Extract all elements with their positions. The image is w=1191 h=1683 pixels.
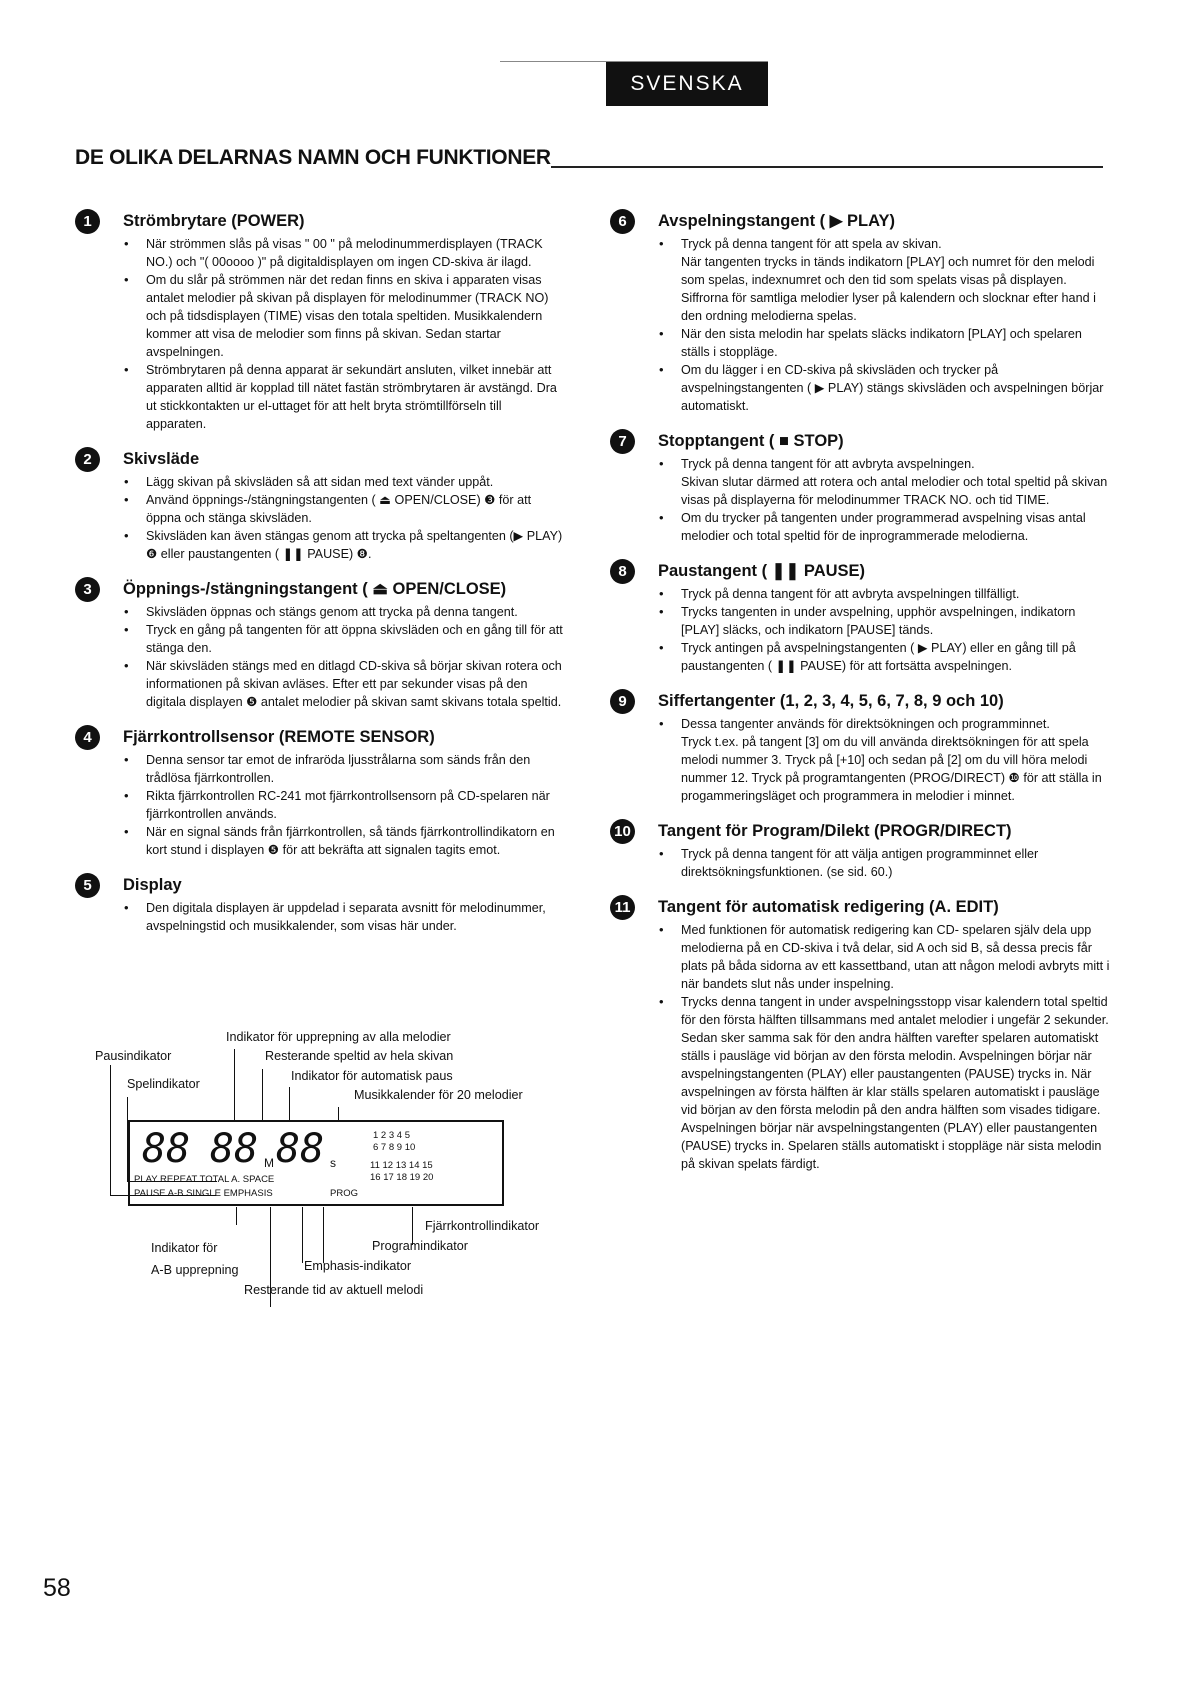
calendar-row-3: 11 12 13 14 15 xyxy=(370,1160,433,1171)
bullet-item: • Om du lägger i en CD-skiva på skivsläden och trycker på avspelningstangenten ( ▶ PLAY) stängs skivsläden och avspelningen börjar automatiskt. xyxy=(681,361,1110,415)
leader-repeat-all xyxy=(234,1049,235,1121)
bullet-item: • Tryck en gång på tangenten för att öppna skivsläden och en gång till för att stänga den. xyxy=(146,621,565,657)
bullet-item: • Strömbrytaren på denna apparat är sekundärt ansluten, vilket innebär att apparaten alltid är kopplad till nätet fastän strömbrytaren är avstängd. Dra ut stickkontakten ur el-uttaget för att helt bryta strömtillförseln till apparaten. xyxy=(146,361,565,433)
bullet-item: • Om du slår på strömmen när det redan finns en skiva i apparaten visas antalet melodier på skivan på displayen för melodinummer (TRACK NO) och på tidsdisplayen (TIME) visas den totala speltiden. Musikkalendern kommer att visa de melodier som finns på skivan. Sedan startar avspelningen. xyxy=(146,271,565,361)
section-number-badge: 2 xyxy=(75,447,100,472)
section-title: Fjärrkontrollsensor (REMOTE SENSOR) xyxy=(123,728,435,746)
left-column xyxy=(75,209,565,949)
indicator-row-1: PLAY REPEAT TOTAL A. SPACE xyxy=(134,1174,275,1185)
label-emphasis: Emphasis-indikator xyxy=(304,1259,412,1273)
bullet-item: • Trycks tangenten in under avspelning, upphör avspelningen, indikatorn [PLAY] släcks, och indikatorn [PAUSE] tänds. xyxy=(681,603,1110,639)
label-remote-indicator: Fjärrkontrollindikator xyxy=(425,1219,540,1233)
section-title: Avspelningstangent ( ▶ PLAY) xyxy=(658,212,895,230)
minute-mark: M xyxy=(264,1156,274,1170)
bullet-item: • Skivsläden kan även stängas genom att trycka på speltangenten (▶ PLAY) ❻ eller paustangenten ( ❚❚ PAUSE) ❽. xyxy=(146,527,565,563)
section-7 xyxy=(610,429,1110,545)
label-repeat-all: Indikator för upprepning av alla melodier xyxy=(226,1030,451,1044)
section-4 xyxy=(75,725,565,859)
track-digits: 88 xyxy=(142,1126,191,1172)
bullet-item: • När strömmen slås på visas " 00 " på melodinummerdisplayen (TRACK NO.) och "( 00oooo )" på digitaldisplayen om ingen CD-skiva är ilagd. xyxy=(146,235,565,271)
calendar-row-1: 1 2 3 4 5 xyxy=(373,1130,410,1141)
section-title: Stopptangent ( ■ STOP) xyxy=(658,432,844,450)
section-number-badge: 4 xyxy=(75,725,100,750)
section-number-badge: 7 xyxy=(610,429,635,454)
calendar-row-2: 6 7 8 9 10 xyxy=(373,1142,416,1153)
label-ab-1: Indikator för xyxy=(151,1241,218,1255)
page-heading: DE OLIKA DELARNAS NAMN OCH FUNKTIONER xyxy=(75,146,551,169)
page-number: 58 xyxy=(43,1574,71,1602)
section-number-badge: 8 xyxy=(610,559,635,584)
prog-indicator: PROG xyxy=(330,1188,358,1199)
section-1 xyxy=(75,209,565,433)
label-ab-2: A-B upprepning xyxy=(151,1263,239,1277)
language-tab: SVENSKA xyxy=(606,62,768,106)
bullet-item: • Denna sensor tar emot de infraröda ljusstrålarna som sänds från den trådlösa fjärrkontrollen. xyxy=(146,751,565,787)
leader-program xyxy=(323,1207,324,1263)
section-9 xyxy=(610,689,1110,805)
section-3 xyxy=(75,577,565,711)
bullet-item: • Tryck antingen på avspelningstangenten ( ▶ PLAY) eller en gång till på paustangenten ( ❚❚ PAUSE) för att fortsätta avspelningen. xyxy=(681,639,1110,675)
time-digits: 88 xyxy=(276,1126,325,1172)
section-5 xyxy=(75,873,565,935)
section-number-badge: 1 xyxy=(75,209,100,234)
label-remaining-track: Resterande tid av aktuell melodi xyxy=(244,1283,424,1297)
bullet-item: • Tryck på denna tangent för att avbryta avspelningen tillfälligt. xyxy=(681,585,1110,603)
bullet-item: • Trycks denna tangent in under avspelningsstopp visar kalendern total speltid för den första hälften tillsammans med antalet melodier i ungefär 2 sekunder. Sedan sker samma sak för den andra hälften varefter spelaren automatiskt ställs i pausläge vid början av den första melodin. Avspelningen börjar när avspelningstangenten (PLAY) eller paustangenten (PAUSE) trycks in. När avspelningen av första hälften är klar ställs spelaren automatiskt i pausläge vid början av den första melodin på den andra hälften som visades tidigare. Avspelningen börjar när avspelningstangenten (PLAY) eller paustangenten (PAUSE) trycks in. Spelaren ställs automatiskt i stoppläge när sista melodin på skivan spelats färdigt. xyxy=(681,993,1110,1173)
section-title: Strömbrytare (POWER) xyxy=(123,212,305,230)
leader-remaining-disc xyxy=(262,1069,263,1121)
section-number-badge: 6 xyxy=(610,209,635,234)
continuation-text: Tryck t.ex. på tangent [3] om du vill använda direktsökningen för att spela melodi nummer 3. Tryck på [+10] och sedan på [2] om du vill höra melodi nummer 12. Tryck på programtangenten (PROG/DIRECT) ❿ för att ställa in progammeringsläget och programmera in melodier i minnet. xyxy=(681,735,1102,803)
section-2 xyxy=(75,447,565,563)
leader-auto-pause xyxy=(289,1087,290,1121)
bullet-item: • Tryck på denna tangent för att spela av skivan. xyxy=(681,235,1110,253)
section-title: Tangent för automatisk redigering (A. EDIT) xyxy=(658,898,999,916)
label-auto-pause: Indikator för automatisk paus xyxy=(291,1069,453,1083)
continuation-text: Siffrorna för samtliga melodier lyser på kalendern och slocknar efter hand i den ordning melodierna spelas. xyxy=(681,291,1096,323)
right-column xyxy=(610,209,1110,1187)
bullet-item: • Rikta fjärrkontrollen RC-241 mot fjärrkontrollsensorn på CD-spelaren när fjärrkontrollen används. xyxy=(146,787,565,823)
section-number-badge: 10 xyxy=(610,819,635,844)
leader-emphasis xyxy=(302,1207,303,1263)
bullet-item: • När skivsläden stängs med en ditlagd CD-skiva så börjar skivan rotera och informationen på skivan avläses. Efter ett par sekunder visas på den digitala displayen ❺ antalet melodier på skivan samt skivans totala speltid. xyxy=(146,657,565,711)
second-mark: s xyxy=(330,1156,336,1170)
bullet-item: • Den digitala displayen är uppdelad i separata avsnitt för melodinummer, avspelningstid och musikkalender, som visas här under. xyxy=(146,899,565,935)
section-11 xyxy=(610,895,1110,1173)
section-6 xyxy=(610,209,1110,415)
section-10 xyxy=(610,819,1110,881)
index-digits: 88 xyxy=(210,1126,259,1172)
section-8 xyxy=(610,559,1110,675)
bullet-item: • Dessa tangenter används för direktsökningen och programminnet. xyxy=(681,715,1110,733)
bullet-item: • Med funktionen för automatisk redigering kan CD- spelaren själv dela upp melodierna på en CD-skiva i två delar, sid A och sid B, så dessa precis får plats på båda sidorna av ett kassettband, utan att någon melodi avbryts mitt i när bandets slut nås under inspelning. xyxy=(681,921,1110,993)
leader-calendar xyxy=(338,1107,339,1121)
heading-rule xyxy=(551,166,1103,168)
section-title: Display xyxy=(123,876,182,894)
bullet-item: • När en signal sänds från fjärrkontrollen, så tänds fjärrkontrollindikatorn en kort stund i displayen ❺ för att bekräfta att signalen tagits emot. xyxy=(146,823,565,859)
calendar-row-4: 16 17 18 19 20 xyxy=(370,1172,434,1183)
leader-pause xyxy=(110,1065,111,1195)
label-play-indicator: Spelindikator xyxy=(127,1077,200,1091)
label-program-indicator: Programindikator xyxy=(372,1239,468,1253)
label-calendar: Musikkalender för 20 melodier xyxy=(354,1088,523,1102)
label-pause-indicator: Pausindikator xyxy=(95,1049,172,1063)
display-diagram xyxy=(90,1025,590,1325)
bullet-item: • När den sista melodin har spelats släcks indikatorn [PLAY] och spelaren ställs i stoppläge. xyxy=(681,325,1110,361)
display-panel xyxy=(128,1120,504,1206)
continuation-text: När tangenten trycks in tänds indikatorn [PLAY] och numret för den melodi som spelas, indexnumret och den tid som spelats visas på displayen. xyxy=(681,255,1095,287)
indicator-row-2: PAUSE A-B SINGLE EMPHASIS xyxy=(134,1188,273,1199)
bullet-item: • Använd öppnings-/stängningstangenten ( ⏏ OPEN/CLOSE) ❸ för att öppna och stänga skivsläden. xyxy=(146,491,565,527)
section-title: Öppnings-/stängningstangent ( ⏏ OPEN/CLOSE) xyxy=(123,580,507,598)
section-title: Paustangent ( ❚❚ PAUSE) xyxy=(658,562,866,580)
bullet-item: • Skivsläden öppnas och stängs genom att trycka på denna tangent. xyxy=(146,603,565,621)
label-remaining-disc: Resterande speltid av hela skivan xyxy=(265,1049,454,1063)
bullet-item: • Tryck på denna tangent för att avbryta avspelningen. xyxy=(681,455,1110,473)
leader-ab xyxy=(236,1207,237,1225)
bullet-item: • Tryck på denna tangent för att välja antigen programminnet eller direktsökningsfunktionen. (se sid. 60.) xyxy=(681,845,1110,881)
section-number-badge: 5 xyxy=(75,873,100,898)
section-number-badge: 3 xyxy=(75,577,100,602)
bullet-item: • Om du trycker på tangenten under programmerad avspelning visas antal melodier och total speltid för de inprogrammerade melodierna. xyxy=(681,509,1110,545)
section-title: Tangent för Program/Dilekt (PROGR/DIRECT) xyxy=(658,822,1012,840)
section-number-badge: 9 xyxy=(610,689,635,714)
section-title: Siffertangenter (1, 2, 3, 4, 5, 6, 7, 8, 9 och 10) xyxy=(658,692,1004,710)
continuation-text: Skivan slutar därmed att rotera och antal melodier och total speltid på skivan visas på displayerna för melodinummer TRACK NO. och tid TIME. xyxy=(681,475,1108,507)
section-number-badge: 11 xyxy=(610,895,635,920)
bullet-item: • Lägg skivan på skivsläden så att sidan med text vänder uppåt. xyxy=(146,473,565,491)
section-title: Skivsläde xyxy=(123,450,200,468)
